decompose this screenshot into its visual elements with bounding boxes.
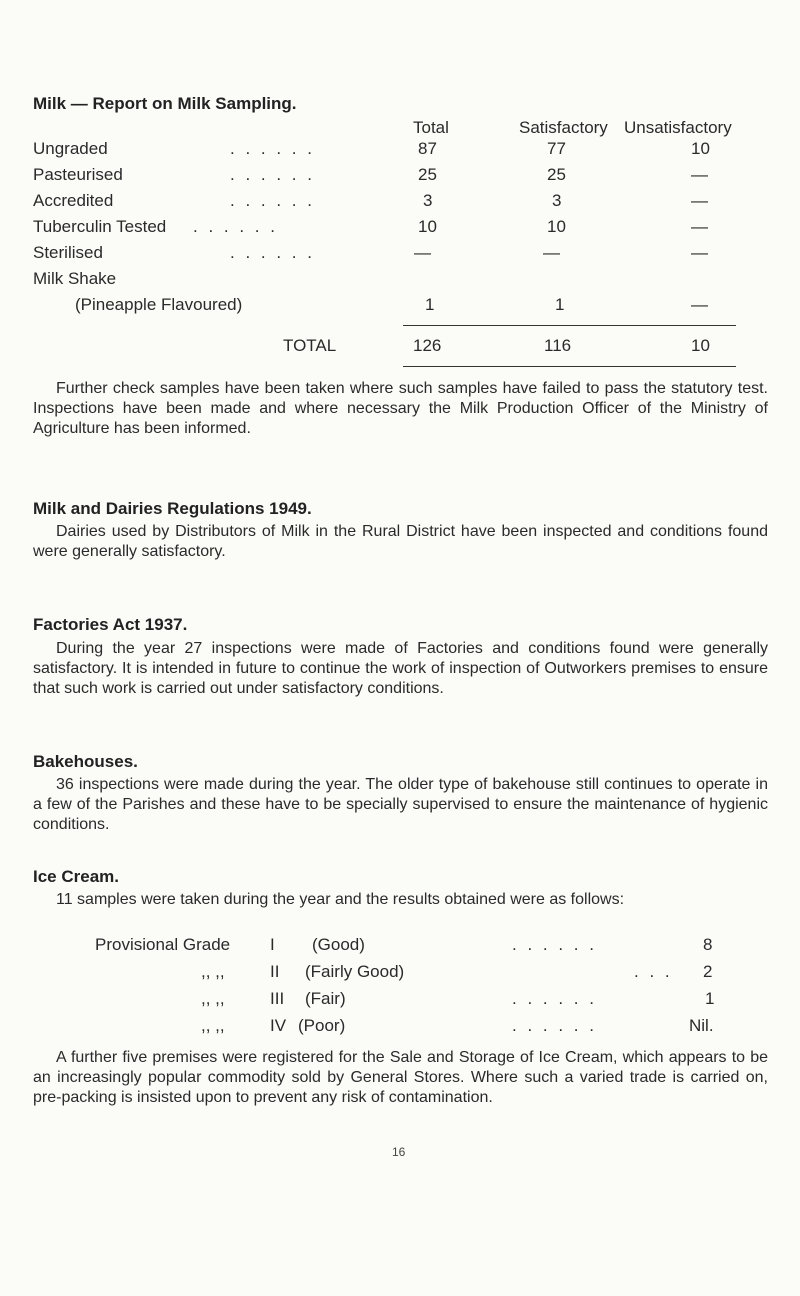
grade-desc: (Fair): [305, 989, 346, 1008]
grade-prefix: ,, ,,: [201, 989, 225, 1008]
cell-satisfactory: —: [543, 243, 560, 262]
table-row-label: Accredited: [33, 191, 114, 210]
table-row-label-continued: (Pineapple Flavoured): [75, 295, 243, 314]
grade-value: 1: [705, 989, 715, 1008]
leader-dots: . . . . . .: [230, 139, 315, 158]
cell-unsatisfactory: 10: [691, 139, 710, 158]
table-row-label: Tuberculin Tested: [33, 217, 167, 236]
total-unsatisfactory: 10: [691, 336, 710, 355]
total-label: TOTAL: [283, 336, 337, 355]
ice-cream-paragraph: A further five premises were registered for the Sale and Storage of Ice Cream, which appears to be an increasingly popular commodity sold by General Stores. Where such a varied trade is carried on, pre-packing is insisted upon to prevent any risk of contamination.: [33, 1049, 768, 1106]
factories-heading: Factories Act 1937.: [33, 615, 188, 634]
factories-paragraph: During the year 27 inspections were made of Factories and conditions found were generally satisfactory. It is intended in future to continue the work of inspection of Outworkers premises to ensure that such work is carried out under satisfactory conditions.: [33, 640, 768, 697]
cell-satisfactory: 10: [547, 217, 566, 236]
cell-unsatisfactory: —: [691, 217, 708, 236]
ice-cream-intro: 11 samples were taken during the year and the results obtained were as follows:: [56, 891, 625, 908]
cell-total: 25: [418, 165, 437, 184]
milk-paragraph: Further check samples have been taken where such samples have failed to pass the statutory test. Inspections have been made and where necessary the Milk Production Officer of the Ministry of Agriculture has been informed.: [33, 380, 768, 437]
leader-dots: . . .: [634, 962, 673, 981]
leader-dots: . . . . . .: [512, 989, 597, 1008]
cell-unsatisfactory: —: [691, 295, 708, 314]
grade-desc: (Poor): [298, 1016, 346, 1035]
leader-dots: . . . . . .: [512, 935, 597, 954]
total-satisfactory: 116: [544, 336, 572, 355]
ice-cream-heading: Ice Cream.: [33, 867, 119, 886]
grade-prefix: ,, ,,: [201, 962, 225, 981]
rule-divider: [403, 366, 736, 367]
cell-total: 1: [425, 295, 435, 314]
grade-desc: (Good): [312, 935, 365, 954]
grade-numeral: I: [270, 935, 275, 954]
dairies-paragraph: Dairies used by Distributors of Milk in the Rural District have been inspected and conditions found were generally satisfactory.: [33, 523, 768, 560]
table-row-label: Sterilised: [33, 243, 103, 262]
cell-unsatisfactory: —: [691, 243, 708, 262]
cell-total: 10: [418, 217, 437, 236]
milk-heading: Milk — Report on Milk Sampling.: [33, 94, 297, 113]
cell-unsatisfactory: —: [691, 191, 708, 210]
table-row-label: Ungraded: [33, 139, 108, 158]
grade-numeral: II: [270, 962, 280, 981]
leader-dots: . . . . . .: [512, 1016, 597, 1035]
cell-satisfactory: 3: [552, 191, 562, 210]
table-row-label: Milk Shake: [33, 269, 117, 288]
grade-value: 2: [703, 962, 713, 981]
cell-total: —: [414, 243, 431, 262]
leader-dots: . . . . . .: [193, 217, 278, 236]
cell-satisfactory: 77: [547, 139, 566, 158]
cell-unsatisfactory: —: [691, 165, 708, 184]
total-value: 126: [413, 336, 442, 355]
dairies-heading: Milk and Dairies Regulations 1949.: [33, 499, 312, 518]
cell-satisfactory: 1: [555, 295, 565, 314]
col-unsatisfactory-header: Unsatisfactory: [624, 118, 732, 137]
cell-satisfactory: 25: [547, 165, 566, 184]
grade-numeral: III: [270, 989, 285, 1008]
grade-prefix: Provisional Grade: [95, 935, 231, 954]
bakehouses-heading: Bakehouses.: [33, 752, 138, 771]
rule-divider: [403, 325, 736, 326]
cell-total: 3: [423, 191, 433, 210]
grade-value: 8: [703, 935, 713, 954]
leader-dots: . . . . . .: [230, 165, 315, 184]
grade-numeral: IV: [270, 1016, 287, 1035]
page-number: 16: [392, 1145, 406, 1159]
leader-dots: . . . . . .: [230, 191, 315, 210]
grade-desc: (Fairly Good): [305, 962, 405, 981]
grade-prefix: ,, ,,: [201, 1016, 225, 1035]
leader-dots: . . . . . .: [230, 243, 315, 262]
col-total-header: Total: [413, 118, 449, 137]
grade-value: Nil.: [689, 1016, 714, 1035]
cell-total: 87: [418, 139, 437, 158]
col-satisfactory-header: Satisfactory: [519, 118, 608, 137]
bakehouses-paragraph: 36 inspections were made during the year. The older type of bakehouse still continues to operate in a few of the Parishes and these have to be specially supervised to ensure the maintenance of hygienic conditions.: [33, 776, 768, 833]
table-row-label: Pasteurised: [33, 165, 123, 184]
